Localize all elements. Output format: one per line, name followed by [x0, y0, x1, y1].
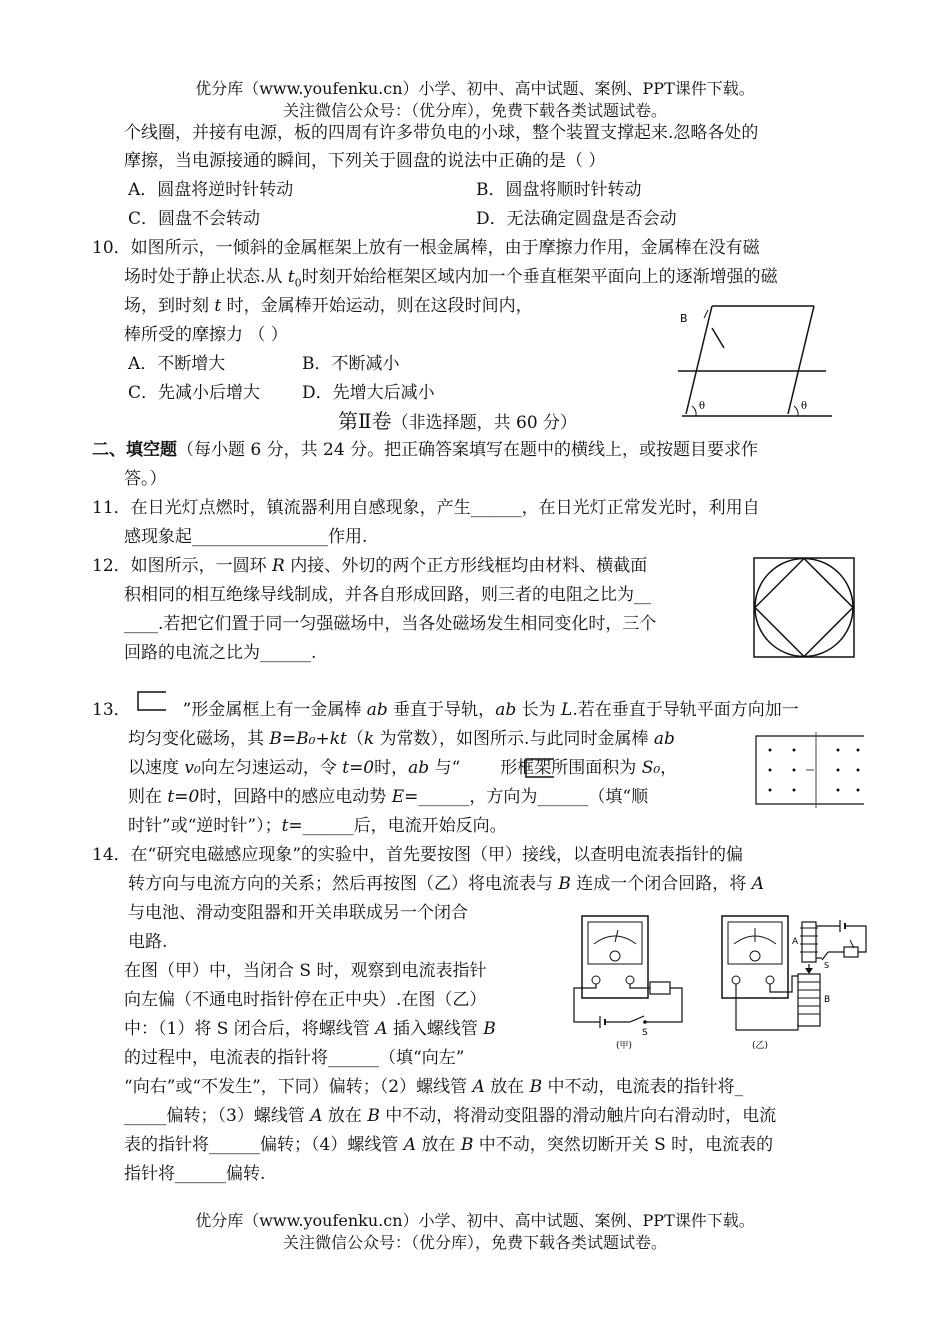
q10-fig-theta-left: θ — [699, 401, 706, 412]
q13-line-2: 均匀变化磁场，其 B=B₀+kt（k 为常数），如图所示.与此同时金属棒 ab — [128, 729, 675, 749]
q11-line-1: 11．在日光灯点燃时，镇流器利用自感现象，产生______，在日光灯正常发光时，利用自 — [92, 498, 760, 518]
q14-line-4: 电路. — [128, 932, 168, 952]
part-2-line-1: 二、填空题（每小题 6 分，共 24 分。把正确答案填写在题中的横线上，或按题目要求作 — [92, 440, 759, 460]
q14-line-11: 表的指针将______偏转；（4）螺线管 A 放在 B 中不动，突然切断开关 S 时，电流表的 — [124, 1135, 774, 1155]
q10-line-3: 场，到时刻 t 时，金属棒开始运动，则在这段时间内， — [124, 296, 533, 316]
q13-line-3: 以速度 v₀向左匀速运动，令 t=0时，ab 与“ 形框架所围面积为 S₀， — [128, 758, 678, 778]
q9-option-b: B．圆盘将顺时针转动 — [476, 180, 642, 200]
q14-line-8: 的过程中，电流表的指针将______（填“向左” — [124, 1048, 465, 1068]
header-line-2: 关注微信公众号：（优分库），免费下载各类试题试卷。 — [282, 101, 667, 120]
q14-line-9: “向右”或“不发生”，下同）偏转；（2）螺线管 A 放在 B 中不动，电流表的指针将_ — [124, 1077, 743, 1097]
q14-line-3: 与电池、滑动变阻器和开关串联成另一个闭合 — [128, 903, 468, 923]
q9-option-d: D．无法确定圆盘是否会动 — [476, 209, 677, 229]
q10-option-a: A．不断增大 — [128, 354, 226, 374]
q10-line-2: 场时处于静止状态.从 $t_0$时刻开始给框架区域内加一个垂直框架平面向上的逐渐增强的磁 — [124, 267, 778, 290]
q12-line-4: 回路的电流之比为______. — [124, 643, 317, 663]
q10-line-1: 10．如图所示，一倾斜的金属框架上放有一根金属棒，由于摩擦力作用，金属棒在没有磁 — [92, 238, 760, 258]
q11-line-2: 感现象起________________作用. — [124, 527, 368, 547]
q9-line-1: 个线圈，并接有电源，板的四周有许多带负电的小球，整个装置支撑起来.忽略各处的 — [124, 123, 759, 143]
q14-fig-yi-b-label: B — [824, 995, 831, 1005]
part-2-line-2: 答。） — [124, 469, 167, 489]
q14-line-10: _____偏转；（3）螺线管 A 放在 B 中不动，将滑动变阻器的滑动触片向右滑动时，电流 — [124, 1106, 777, 1126]
q13-line-4: 则在 t=0时，回路中的感应电动势 E=______，方向为______（填“顺 — [128, 787, 649, 807]
q13-line-5: 时针”或“逆时针”）；t=______后，电流开始反向。 — [128, 816, 507, 836]
q14-fig-jia-caption: (甲) — [616, 1041, 633, 1051]
q14-figure-jia — [570, 912, 690, 1052]
header-line-1: 优分库（www.youfenku.cn）小学、初中、高中试题、案例、PPT课件下载。 — [195, 79, 755, 98]
q9-option-a: A．圆盘将逆时针转动 — [128, 180, 294, 200]
q14-line-6: 向左偏（不通电时指针停在正中央）.在图（乙） — [124, 990, 487, 1010]
footer-line-1: 优分库（www.youfenku.cn）小学、初中、高中试题、案例、PPT课件下载。 — [195, 1211, 755, 1230]
q14-line-2: 转方向与电流方向的关系；然后再按图（乙）将电流表与 B 连成一个闭合回路，将 A — [128, 874, 764, 894]
footer-line-2: 关注微信公众号：（优分库），免费下载各类试题试卷。 — [282, 1233, 667, 1252]
q12-line-3: ____.若把它们置于同一匀强磁场中，当各处磁场发生相同变化时，三个 — [124, 614, 657, 634]
q14-fig-yi-caption: (乙) — [752, 1041, 769, 1051]
q14-line-5: 在图（甲）中，当闭合 S 时，观察到电流表指针 — [124, 961, 487, 981]
q14-fig-yi-a-label: A — [792, 937, 799, 947]
q14-line-12: 指针将______偏转. — [124, 1164, 266, 1184]
q14-line-1: 14．在“研究电磁感应现象”的实验中，首先要按图（甲）接线，以查明电流表指针的偏 — [92, 845, 744, 865]
q14-fig-jia-s-label: S — [642, 1028, 648, 1038]
q10-option-b: B．不断减小 — [302, 354, 400, 374]
q10-frame-figure — [672, 296, 838, 420]
q10-option-d: D．先增大后减小 — [302, 383, 435, 403]
q13-line-1: 13． ”形金属框上有一金属棒 ab 垂直于导轨，ab 长为 L.若在垂直于导轨平面方向加一 — [92, 700, 799, 720]
q13-magnetic-field-figure — [752, 730, 870, 810]
q12-line-1: 12．如图所示，一圆环 R 内接、外切的两个正方形线框均由材料、横截面 — [92, 556, 648, 576]
q10-fig-label-b: B — [680, 312, 688, 325]
q9-line-2: 摩擦，当电源接通的瞬间，下列关于圆盘的说法中正确的是（ ） — [124, 151, 606, 171]
q13-frame-symbol-1 — [132, 688, 172, 714]
q13-frame-symbol-2 — [522, 756, 558, 780]
q10-line-4: 棒所受的摩擦力 （ ） — [124, 325, 288, 345]
q12-line-2: 积相同的相互绝缘导线制成，并各自形成回路，则三者的电阻之比为__ — [124, 585, 651, 605]
q10-fig-theta-right: θ — [801, 401, 808, 412]
q14-figure-yi — [712, 912, 872, 1054]
q14-fig-yi-s-label: S — [824, 961, 830, 970]
q14-line-7: 中：（1）将 S 闭合后，将螺线管 A 插入螺线管 B — [124, 1019, 496, 1039]
q10-option-c: C．先减小后增大 — [128, 383, 261, 403]
q9-option-c: C．圆盘不会转动 — [128, 209, 261, 229]
q12-circle-squares-figure — [752, 556, 858, 660]
section-2-heading: 第Ⅱ卷（非选择题，共 60 分） — [338, 409, 578, 433]
